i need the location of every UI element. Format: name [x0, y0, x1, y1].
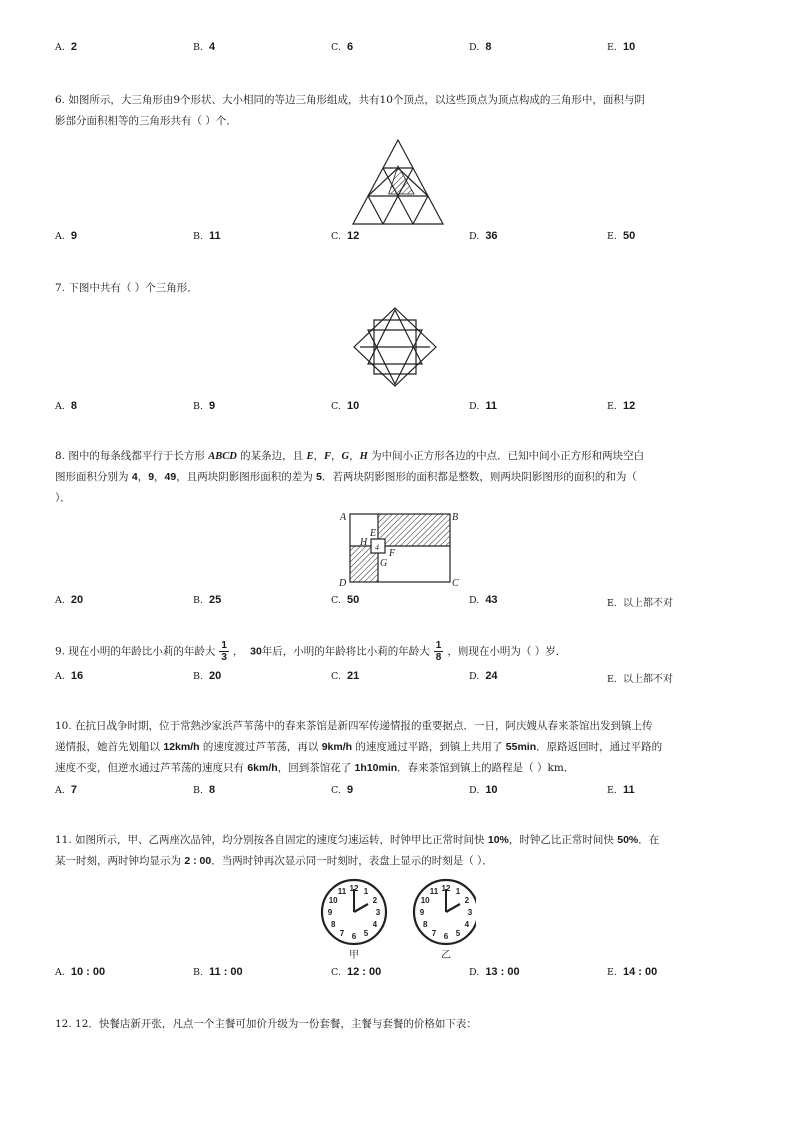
clock-yi-numeral: 7 [431, 928, 437, 938]
q8-rectangle-figure [336, 508, 466, 590]
q6-option-c[interactable]: C. 12 [331, 230, 360, 242]
q10-option-c[interactable]: C. 9 [331, 784, 354, 796]
q10-line-1: 10. 在抗日战争时期，位于常熟沙家浜芦苇荡中的春来茶馆是新四军传递情报的重要据点．一日，阿庆嫂从春来茶馆出发到镇上传 [55, 720, 653, 732]
q11-option-c[interactable]: C. 12 : 00 [331, 966, 382, 978]
q7-options [0, 400, 794, 416]
q9-option-e[interactable]: E. 以上都不对 [607, 674, 673, 685]
q8-label-c: C [452, 578, 459, 589]
clock-jia-numeral: 7 [339, 928, 345, 938]
q7-star-figure [352, 306, 438, 388]
q8-line-2: 图形面积分别为 4，9，49，且两块阴影图形面积的差为 5．若两块阴影图形的面积都是整数，则两块阴影图形的面积的和为（ [55, 471, 637, 483]
q8-label-h: H [360, 537, 368, 548]
q5-option-b[interactable]: B. 4 [193, 41, 216, 53]
q10-line-3: 速度不变，但逆水通过芦苇荡的速度只有 6km/h，回到茶馆花了 1h10min．春来茶馆到镇上的路程是（ ）km． [55, 762, 575, 774]
clock-yi-numeral: 9 [419, 908, 425, 917]
q10-line-2: 递情报，她首先划船以 12km/h 的速度渡过芦苇荡，再以 9km/h 的速度通过平路，到镇上共用了 55min．原路返回时，通过平路的 [55, 741, 663, 753]
clock-yi-numeral: 10 [420, 896, 430, 905]
q6-option-d[interactable]: D. 36 [469, 230, 498, 242]
clock-jia-numeral: 8 [330, 920, 336, 929]
clock-jia-numeral: 6 [351, 932, 357, 941]
q8-label-e: E [370, 528, 377, 539]
q10-option-e[interactable]: E. 11 [607, 784, 635, 796]
q7-triangle-up [368, 310, 422, 364]
clock-yi-numeral: 4 [464, 920, 470, 929]
clock-jia-numeral: 2 [372, 896, 378, 905]
clock-jia [322, 880, 386, 961]
q9-option-a[interactable]: A. 16 [55, 670, 84, 682]
q8-option-c[interactable]: C. 50 [331, 594, 360, 606]
q7-triangle-down [368, 330, 422, 384]
q9-line-1: 9. 现在小明的年龄比小莉的年龄大 $\frac{1}{3}$ ， 30年后，小明的年龄将比小莉的年龄大 $\frac{1}{8}$ ，则现在小明为（ ）岁． [55, 640, 567, 663]
clock-jia-numeral: 9 [327, 908, 333, 917]
clock-yi-hour-hand [446, 904, 460, 912]
q8-option-a[interactable]: A. 20 [55, 594, 84, 606]
q11-line-1: 11. 如图所示，甲、乙两座次品钟，均分别按各自固定的速度匀速运转，时钟甲比正常时间快 10%，时钟乙比正常时间快 50%．在 [55, 834, 660, 846]
clock-yi-numeral: 2 [464, 896, 470, 905]
q7-option-d[interactable]: D. 11 [469, 400, 497, 412]
q8-option-e[interactable]: E. 以上都不对 [607, 598, 673, 609]
clock-yi-label: 乙 [441, 950, 451, 961]
q6-line-2: 影部分面积相等的三角形共有（ ）个． [55, 115, 237, 127]
q9-option-d[interactable]: D. 24 [469, 670, 498, 682]
q6-options [0, 230, 794, 246]
q7-option-e[interactable]: E. 12 [607, 400, 636, 412]
q5-options [0, 41, 794, 57]
q9-fraction-2: $\frac{1}{8}$ [435, 640, 442, 663]
clock-jia-hour-hand [354, 904, 368, 912]
q8-label-a: A [340, 512, 347, 523]
q6-line-1: 6. 如图所示，大三角形由9个形状、大小相同的等边三角形组成，共有10个顶点，以这些顶点为顶点构成的三角形中，面积与阴 [55, 94, 645, 106]
q5-option-a[interactable]: A. 2 [55, 41, 78, 53]
q9-option-b[interactable]: B. 20 [193, 670, 222, 682]
q8-label-center: 4 [375, 543, 379, 552]
q12-stem [55, 1014, 745, 1035]
q11-option-d[interactable]: D. 13 : 00 [469, 966, 520, 978]
q8-line-3: ）． [55, 492, 71, 504]
q8-stem [55, 446, 745, 509]
q8-line-1: 8. 图中的每条线都平行于长方形 ABCD 的某条边，且 E，F，G，H 为中间小正方形各边的中点．已知中间小正方形和两块空白 [55, 450, 645, 462]
clock-yi [414, 880, 476, 961]
q6-stem [55, 90, 745, 132]
q6-option-a[interactable]: A. 9 [55, 230, 78, 242]
clock-yi-numeral: 8 [422, 920, 428, 929]
q8-option-d[interactable]: D. 43 [469, 594, 498, 606]
q11-option-b[interactable]: B. 11 : 00 [193, 966, 243, 978]
q11-line-2: 某一时刻，两时钟均显示为 2 : 00．当两时钟再次显示同一时刻时，表盘上显示的时刻是（ ）． [55, 855, 493, 867]
q8-option-b[interactable]: B. 25 [193, 594, 222, 606]
clock-jia-numeral: 3 [375, 908, 381, 917]
q6-option-e[interactable]: E. 50 [607, 230, 636, 242]
clock-yi-numeral: 1 [455, 887, 461, 897]
q9-options [0, 670, 794, 686]
clock-jia-numeral: 11 [337, 887, 347, 897]
q8-label-d: D [339, 578, 347, 589]
q8-options [0, 594, 794, 610]
q8-label-g: G [380, 558, 388, 569]
q8-label-f: F [389, 548, 396, 559]
clock-jia-numeral: 10 [328, 896, 338, 905]
clock-yi-numeral: 11 [429, 887, 439, 897]
q9-option-c[interactable]: C. 21 [331, 670, 360, 682]
q5-option-c[interactable]: C. 6 [331, 41, 354, 53]
q6-option-b[interactable]: B. 11 [193, 230, 221, 242]
clock-jia-numeral: 1 [363, 887, 369, 897]
q7-option-a[interactable]: A. 8 [55, 400, 78, 412]
q7-stem [55, 278, 745, 299]
clock-yi-numeral: 5 [455, 928, 461, 938]
q10-option-a[interactable]: A. 7 [55, 784, 78, 796]
q5-option-e[interactable]: E. 10 [607, 41, 636, 53]
q10-option-d[interactable]: D. 10 [469, 784, 498, 796]
clock-jia-numeral: 12 [349, 884, 359, 893]
clock-jia-label: 甲 [349, 950, 359, 961]
q10-stem [55, 716, 745, 779]
q9-stem [55, 640, 745, 663]
q11-stem [55, 830, 745, 872]
q7-option-b[interactable]: B. 9 [193, 400, 216, 412]
q7-line-1: 7. 下图中共有（ ）个三角形． [55, 282, 198, 294]
q12-line-1: 12. 12．快餐店新开张，凡点一个主餐可加价升级为一份套餐，主餐与套餐的价格如下表： [55, 1018, 477, 1030]
clock-jia-numeral: 5 [363, 928, 369, 938]
q11-options [0, 966, 794, 982]
clock-jia-numeral: 4 [372, 920, 378, 929]
clock-yi-numeral: 12 [441, 884, 451, 893]
q10-options [0, 784, 794, 800]
q7-option-c[interactable]: C. 10 [331, 400, 360, 412]
q11-clocks-figure [316, 872, 476, 962]
q5-option-d[interactable]: D. 8 [469, 41, 492, 53]
q10-option-b[interactable]: B. 8 [193, 784, 216, 796]
q8-label-b: B [452, 512, 459, 523]
q11-option-a[interactable]: A. 10 : 00 [55, 966, 106, 978]
clock-yi-numeral: 6 [443, 932, 449, 941]
q8-shaded-region-top [378, 514, 450, 546]
q9-fraction-1: $\frac{1}{3}$ [221, 640, 227, 663]
clock-yi-numeral: 3 [467, 908, 473, 917]
q6-triangle-figure [350, 138, 446, 226]
q11-option-e[interactable]: E. 14 : 00 [607, 966, 658, 978]
